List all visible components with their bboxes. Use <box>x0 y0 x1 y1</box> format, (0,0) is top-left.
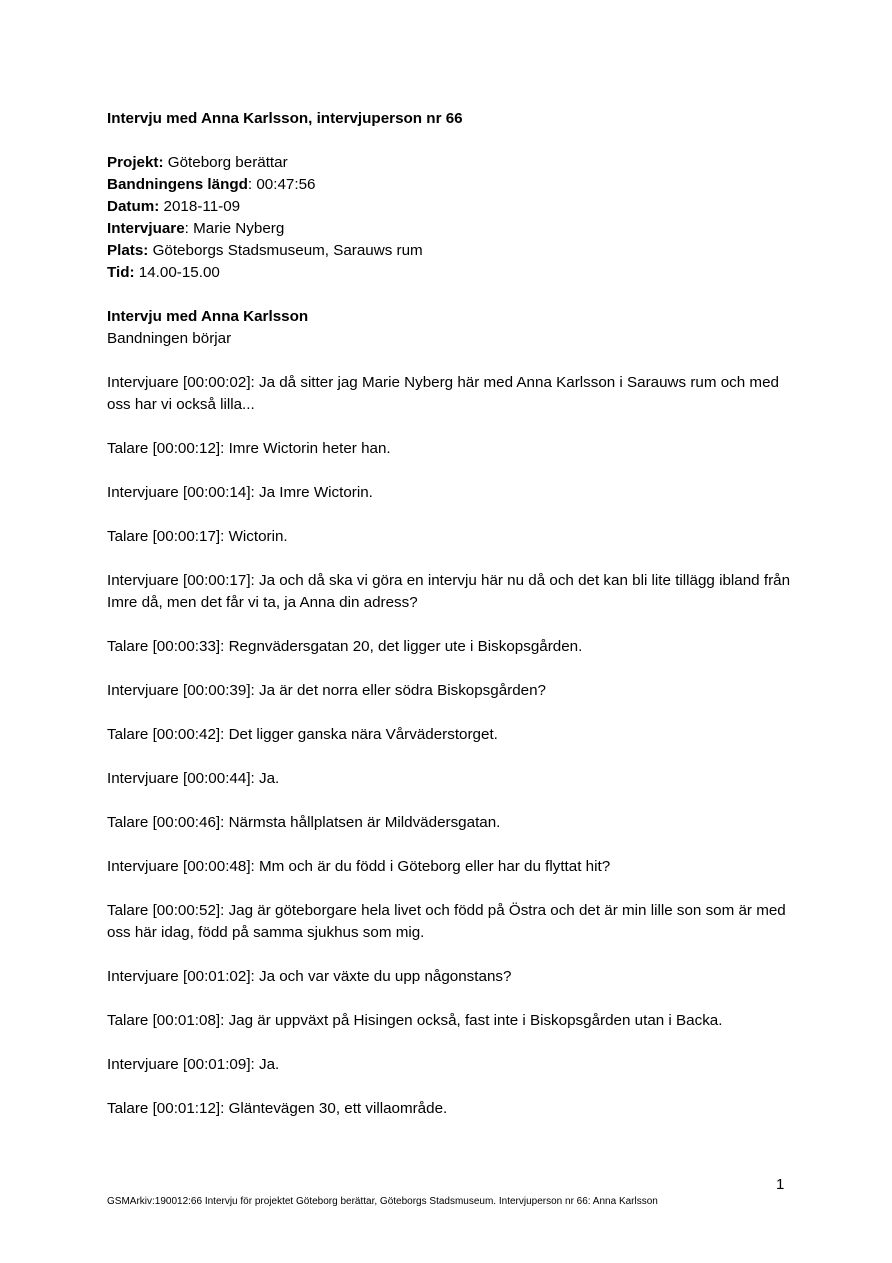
transcript-turn: Intervjuare [00:00:48]: Mm och är du född i Göteborg eller har du flyttat hit? <box>107 858 611 875</box>
transcript-turn: Talare [00:00:42]: Det ligger ganska nära Vårväderstorget. <box>107 726 498 743</box>
transcript <box>107 372 797 1120</box>
transcript-turn: Talare [00:00:52]: Jag är göteborgare hela livet och född på Östra och det är min lille son som är med oss här idag, född på samma sjukhus som mig. <box>107 902 786 941</box>
transcript-turn: Intervjuare [00:01:02]: Ja och var växte du upp någonstans? <box>107 968 512 985</box>
meta-interviewer <box>107 218 797 240</box>
meta-date <box>107 196 797 218</box>
meta-value: 2018-11-09 <box>159 198 241 215</box>
section-title: Intervju med Anna Karlsson <box>107 308 309 325</box>
document-body <box>107 108 797 1142</box>
document-title: Intervju med Anna Karlsson, intervjuperson nr 66 <box>107 110 463 127</box>
meta-time <box>107 262 797 284</box>
meta-value: Göteborg berättar <box>163 154 288 171</box>
meta-label: Datum: <box>107 198 160 215</box>
meta-value: : 00:47:56 <box>247 176 316 193</box>
meta-project <box>107 152 797 174</box>
transcript-turn: Talare [00:01:08]: Jag är uppväxt på Hisingen också, fast inte i Biskopsgården utan i Backa. <box>107 1012 723 1029</box>
meta-duration <box>107 174 797 196</box>
page-footer: GSMArkiv:190012:66 Intervju för projektet Göteborg berättar, Göteborgs Stadsmuseum. Intervjuperson nr 66: Anna Karlsson <box>107 1196 658 1207</box>
meta-place <box>107 240 797 262</box>
transcript-turn: Intervjuare [00:01:09]: Ja. <box>107 1056 280 1073</box>
transcript-turn: Talare [00:01:12]: Gläntevägen 30, ett villaområde. <box>107 1100 448 1117</box>
transcript-turn: Talare [00:00:17]: Wictorin. <box>107 528 288 545</box>
transcript-turn: Talare [00:00:46]: Närmsta hållplatsen är Mildvädersgatan. <box>107 814 501 831</box>
meta-label: Tid: <box>107 264 135 281</box>
meta-label: Projekt: <box>107 154 164 171</box>
meta-value: : Marie Nyberg <box>184 220 285 237</box>
meta-label: Bandningens längd <box>107 176 248 193</box>
transcript-turn: Talare [00:00:33]: Regnvädersgatan 20, det ligger ute i Biskopsgården. <box>107 638 583 655</box>
transcript-turn: Intervjuare [00:00:17]: Ja och då ska vi göra en intervju här nu då och det kan bli lite tillägg ibland från Imre då, men det får vi ta, ja Anna din adress? <box>107 572 791 611</box>
metadata-block <box>107 152 797 284</box>
meta-label: Plats: <box>107 242 149 259</box>
transcript-turn: Intervjuare [00:00:39]: Ja är det norra eller södra Biskopsgården? <box>107 682 547 699</box>
transcript-turn: Intervjuare [00:00:44]: Ja. <box>107 770 280 787</box>
meta-value: 14.00-15.00 <box>134 264 220 281</box>
section-subtitle: Bandningen börjar <box>107 330 232 347</box>
page-number: 1 <box>776 1176 785 1193</box>
transcript-turn: Talare [00:00:12]: Imre Wictorin heter han. <box>107 440 391 457</box>
transcript-turn: Intervjuare [00:00:02]: Ja då sitter jag Marie Nyberg här med Anna Karlsson i Sarauws rum och med oss har vi också lilla... <box>107 374 779 413</box>
meta-label: Intervjuare <box>107 220 185 237</box>
transcript-turn: Intervjuare [00:00:14]: Ja Imre Wictorin. <box>107 484 373 501</box>
meta-value: Göteborgs Stadsmuseum, Sarauws rum <box>148 242 423 259</box>
